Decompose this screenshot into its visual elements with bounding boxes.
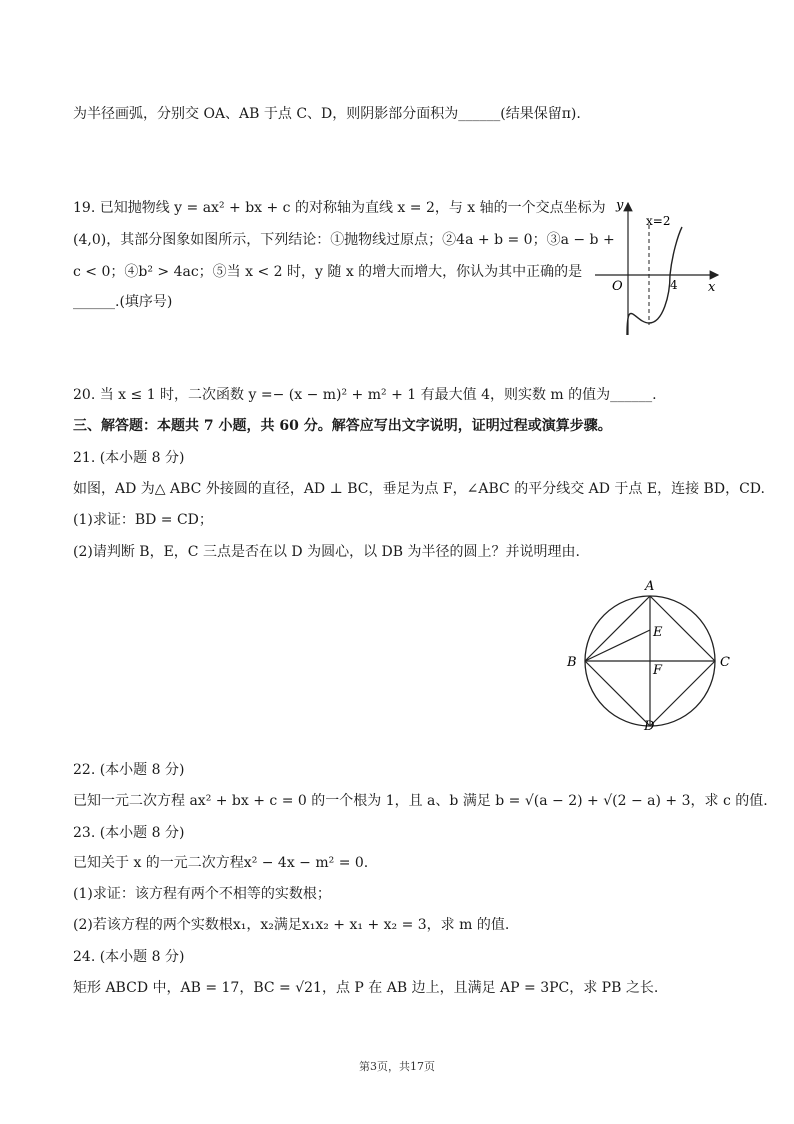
point-e-label: E xyxy=(653,625,663,640)
q18-continuation: 为半径画弧，分别交 OA、AB 于点 C、D，则阴影部分面积为______(结果保留π). xyxy=(73,106,581,122)
q20-text: 20. 当 x ≤ 1 时，二次函数 y =− (x − m)² + m² + 1 有最大值 4，则实数 m 的值为______. xyxy=(73,387,657,403)
parabola-root-label: 4 xyxy=(670,278,678,292)
segment-be xyxy=(585,630,650,661)
segment-ab xyxy=(585,596,650,661)
q23-line-2: (1)求证：该方程有两个不相等的实数根； xyxy=(73,886,331,902)
point-d-label: D xyxy=(644,719,655,734)
segment-bd xyxy=(585,661,650,726)
page-footer: 第3页，共17页 xyxy=(359,1060,435,1073)
parabola-x-label: x xyxy=(708,280,716,295)
parabola-axis-label: x=2 xyxy=(646,214,671,228)
section-3-heading: 三、解答题：本题共 7 小题，共 60 分。解答应写出文字说明，证明过程或演算步骤。 xyxy=(73,418,612,434)
point-a-label: A xyxy=(645,579,655,594)
q21-line-1: 如图，AD 为△ ABC 外接圆的直径，AD ⊥ BC，垂足为点 F，∠ABC 的平分线交 AD 于点 E，连接 BD，CD. xyxy=(73,481,765,497)
q21-heading: 21. (本小题 8 分) xyxy=(73,450,185,466)
point-c-label: C xyxy=(720,655,730,670)
q21-line-2: (1)求证：BD = CD； xyxy=(73,512,213,528)
parabola-y-label: y xyxy=(616,198,624,213)
parabola-figure xyxy=(590,195,730,340)
point-f-label: F xyxy=(653,663,663,678)
parabola-origin-label: O xyxy=(612,279,623,294)
q24-heading: 24. (本小题 8 分) xyxy=(73,949,185,965)
q22-heading: 22. (本小题 8 分) xyxy=(73,762,185,778)
q23-line-3: (2)若该方程的两个实数根x₁，x₂满足x₁x₂ + x₁ + x₂ = 3，求 m 的值. xyxy=(73,917,510,933)
q22-line-1: 已知一元二次方程 ax² + bx + c = 0 的一个根为 1，且 a、b 满足 b = √(a − 2) + √(2 − a) + 3，求 c 的值. xyxy=(73,793,768,809)
q21-line-3: (2)请判断 B，E，C 三点是否在以 D 为圆心，以 DB 为半径的圆上？并说明理由. xyxy=(73,544,580,560)
q23-heading: 23. (本小题 8 分) xyxy=(73,825,185,841)
point-b-label: B xyxy=(567,655,577,670)
q19-line-3: c < 0；④b² > 4ac；⑤当 x < 2 时，y 随 x 的增大而增大，你认为其中正确的是 xyxy=(73,264,583,280)
q19-line-1: 19. 已知抛物线 y = ax² + bx + c 的对称轴为直线 x = 2，与 x 轴的一个交点坐标为 xyxy=(73,200,606,216)
q19-line-2: (4,0)，其部分图象如图所示，下列结论：①抛物线过原点；②4a + b = 0；③a − b + xyxy=(73,232,615,248)
q23-line-1: 已知关于 x 的一元二次方程x² − 4x − m² = 0. xyxy=(73,855,369,871)
q19-line-4: ______.(填序号) xyxy=(73,294,173,310)
circle-figure xyxy=(560,560,740,735)
q24-line-1: 矩形 ABCD 中，AB = 17，BC = √21，点 P 在 AB 边上，且满足 AP = 3PC，求 PB 之长. xyxy=(73,980,659,996)
